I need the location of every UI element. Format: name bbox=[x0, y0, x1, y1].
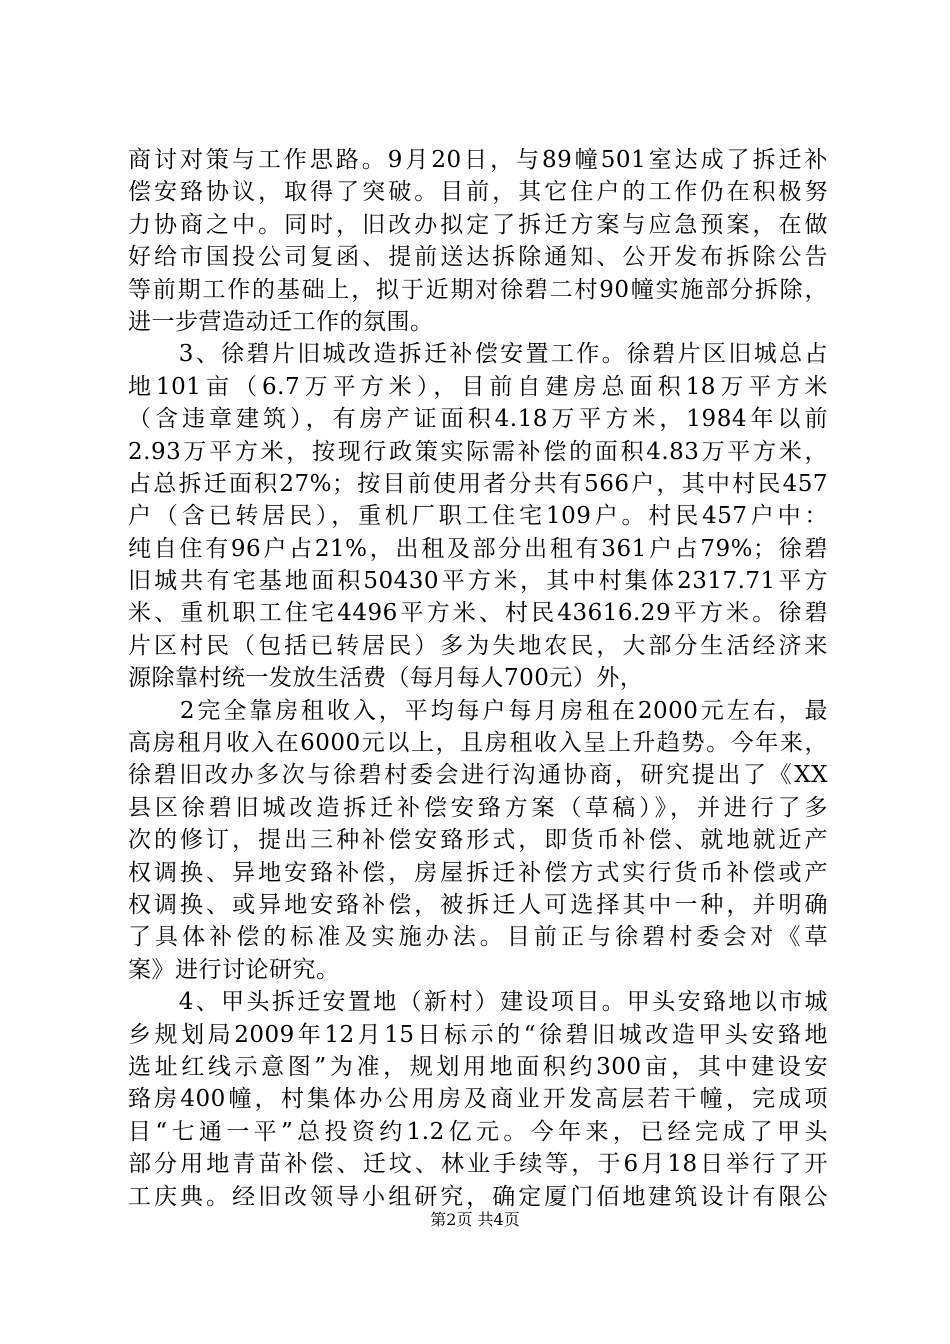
text-line: 片区村民（包括已转居民）多为失地农民，大部分生活经济来 bbox=[128, 632, 828, 659]
text-line: 工庆典。经旧改领导小组研究，确定厦门佰地建筑设计有限公 bbox=[128, 1183, 828, 1210]
body-text bbox=[128, 144, 828, 1213]
text-line: 徐碧旧改办多次与徐碧村委会进行沟通协商，研究提出了《XX bbox=[128, 762, 828, 789]
text-line: 次的修订，提出三种补偿安臵形式，即货币补偿、就地就近产 bbox=[128, 827, 828, 854]
text-line: 好给市国投公司复函、提前送达拆除通知、公开发布拆除公告 bbox=[128, 244, 828, 271]
text-line: 偿安臵协议，取得了突破。目前，其它住户的工作仍在积极努 bbox=[128, 179, 828, 206]
text-line: 目“七通一平”总投资约1.2亿元。今年来，已经完成了甲头 bbox=[128, 1118, 828, 1145]
text-line: 旧城共有宅基地面积50430平方米，其中村集体2317.71平方 bbox=[128, 568, 828, 595]
text-line: 县区徐碧旧城改造拆迁补偿安臵方案（草稿）》，并进行了多 bbox=[128, 794, 828, 821]
text-line: 权调换、异地安臵补偿，房屋拆迁补偿方式实行货币补偿或产 bbox=[128, 859, 828, 886]
text-line: 源除靠村统一发放生活费（每月每人700元）外， bbox=[128, 665, 644, 692]
text-line: 权调换、或异地安臵补偿，被拆迁人可选择其中一种，并明确 bbox=[128, 891, 828, 918]
text-line: （含违章建筑），有房产证面积4.18万平方米，1984年以前 bbox=[128, 406, 828, 433]
text-line: 纯自住有96户占21%，出租及部分出租有361户占79%；徐碧 bbox=[128, 535, 828, 562]
text-line: 臵房400幢，村集体办公用房及商业开发高层若干幢，完成项 bbox=[128, 1086, 828, 1113]
text-line: 户（含已转居民），重机厂职工住宅109户。村民457户中： bbox=[128, 503, 828, 530]
page-footer: 第2页 共4页 bbox=[430, 1210, 520, 1229]
text-line: 案》进行讨论研究。 bbox=[128, 956, 340, 983]
text-line: 地101亩（6.7万平方米），目前自建房总面积18万平方米 bbox=[128, 373, 828, 400]
text-line: 占总拆迁面积27%；按目前使用者分共有566户，其中村民457 bbox=[128, 470, 828, 497]
text-line: 4、甲头拆迁安置地（新村）建设项目。甲头安臵地以市城 bbox=[128, 989, 828, 1016]
text-line: 米、重机职工住宅4496平方米、村民43616.29平方米。徐碧 bbox=[128, 600, 828, 627]
text-line: 2完全靠房租收入，平均每户每月房租在2000元左右，最 bbox=[128, 697, 828, 724]
text-line: 高房租月收入在6000元以上，且房租收入呈上升趋势。今年来， bbox=[128, 730, 828, 757]
text-line: 进一步营造动迁工作的氛围。 bbox=[128, 308, 434, 335]
text-line: 等前期工作的基础上，拟于近期对徐碧二村90幢实施部分拆除， bbox=[128, 276, 828, 303]
text-line: 3、徐碧片旧城改造拆迁补偿安置工作。徐碧片区旧城总占 bbox=[128, 341, 828, 368]
text-line: 商讨对策与工作思路。9月20日，与89幢501室达成了拆迁补 bbox=[128, 147, 828, 173]
text-line: 部分用地青苗补偿、迁坟、林业手续等，于6月18日举行了开 bbox=[128, 1151, 828, 1178]
text-line: 力协商之中。同时，旧改办拟定了拆迁方案与应急预案，在做 bbox=[128, 211, 828, 238]
text-line: 了具体补偿的标准及实施办法。目前正与徐碧村委会对《草 bbox=[128, 924, 828, 951]
text-line: 选址红线示意图”为准，规划用地面积约300亩，其中建设安 bbox=[128, 1053, 828, 1080]
text-line: 2.93万平方米，按现行政策实际需补偿的面积4.83万平方米， bbox=[128, 438, 828, 465]
text-line: 乡规划局2009年12月15日标示的“徐碧旧城改造甲头安臵地 bbox=[128, 1021, 828, 1048]
